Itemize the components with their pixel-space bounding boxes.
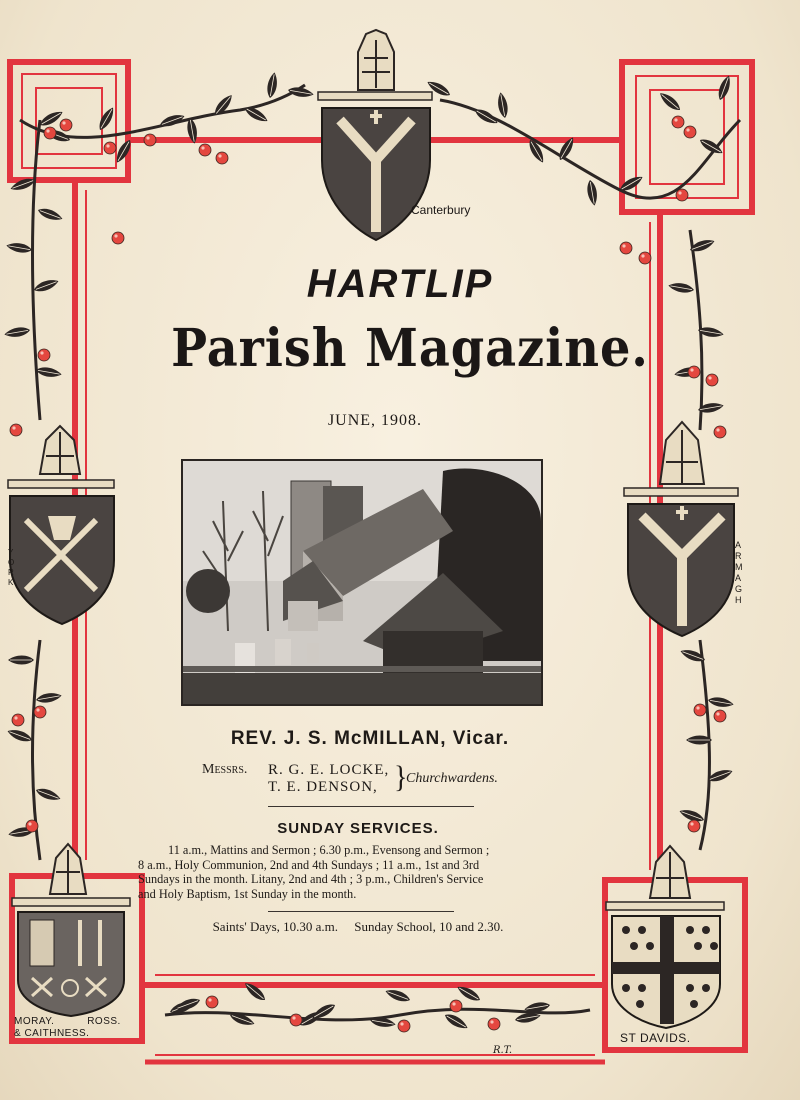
services-line-2: 8 a.m., Holy Communion, 2nd and 4th Sundays ; 11 a.m., 1st and 3rd [138,857,480,872]
saints-days-line: Saints' Days, 10.30 a.m. Sunday School, 10 and 2.30. [212,919,504,934]
york-label: Y O R K [8,548,15,587]
artist-initials: R.T. [493,1045,513,1056]
magazine-title: Parish Magazine. [171,318,649,379]
vicar-line: REV. J. S. McMILLAN, Vicar. [230,728,510,749]
services-text [138,843,580,901]
warden-name-2: T. E. DENSON, [268,779,378,795]
canterbury-label: Canterbury [411,203,471,217]
services-line-4: and Holy Baptism, 1st Sunday in the month. [138,886,357,901]
services-line-1: 11 a.m., Mattins and Sermon ; 6.30 p.m., Evensong and Sermon ; [168,843,490,857]
issue-date: JUNE, 1908. [327,412,423,429]
brace: } [394,760,408,795]
armagh-crest [624,422,738,636]
parish-name: HARTLIP [306,262,494,306]
moray-label-line-2: & CAITHNESS. [14,1028,90,1039]
wardens-role: Churchwardens. [406,771,498,786]
messrs-label: Messrs. [202,762,248,777]
services-heading: SUNDAY SERVICES. [277,820,439,837]
moray-label-line-1: MORAY. ROSS. [14,1016,121,1027]
churchwardens [202,762,562,798]
vine-top-right [425,74,740,264]
st-davids-crest [606,846,724,1028]
moray-label [14,1016,121,1040]
divider-2 [268,911,454,912]
st-davids-label: ST DAVIDS. [620,1031,691,1045]
armagh-label: A R M A G H [735,540,743,605]
divider-1 [268,806,474,807]
york-crest [8,426,114,624]
services-line-3: Sundays in the month. Litany, 2nd and 4th ; 3 p.m., Children's Service [138,872,484,886]
warden-name-1: R. G. E. LOCKE, [268,762,390,778]
vine-top-left [20,72,314,244]
church-photograph [181,459,543,706]
